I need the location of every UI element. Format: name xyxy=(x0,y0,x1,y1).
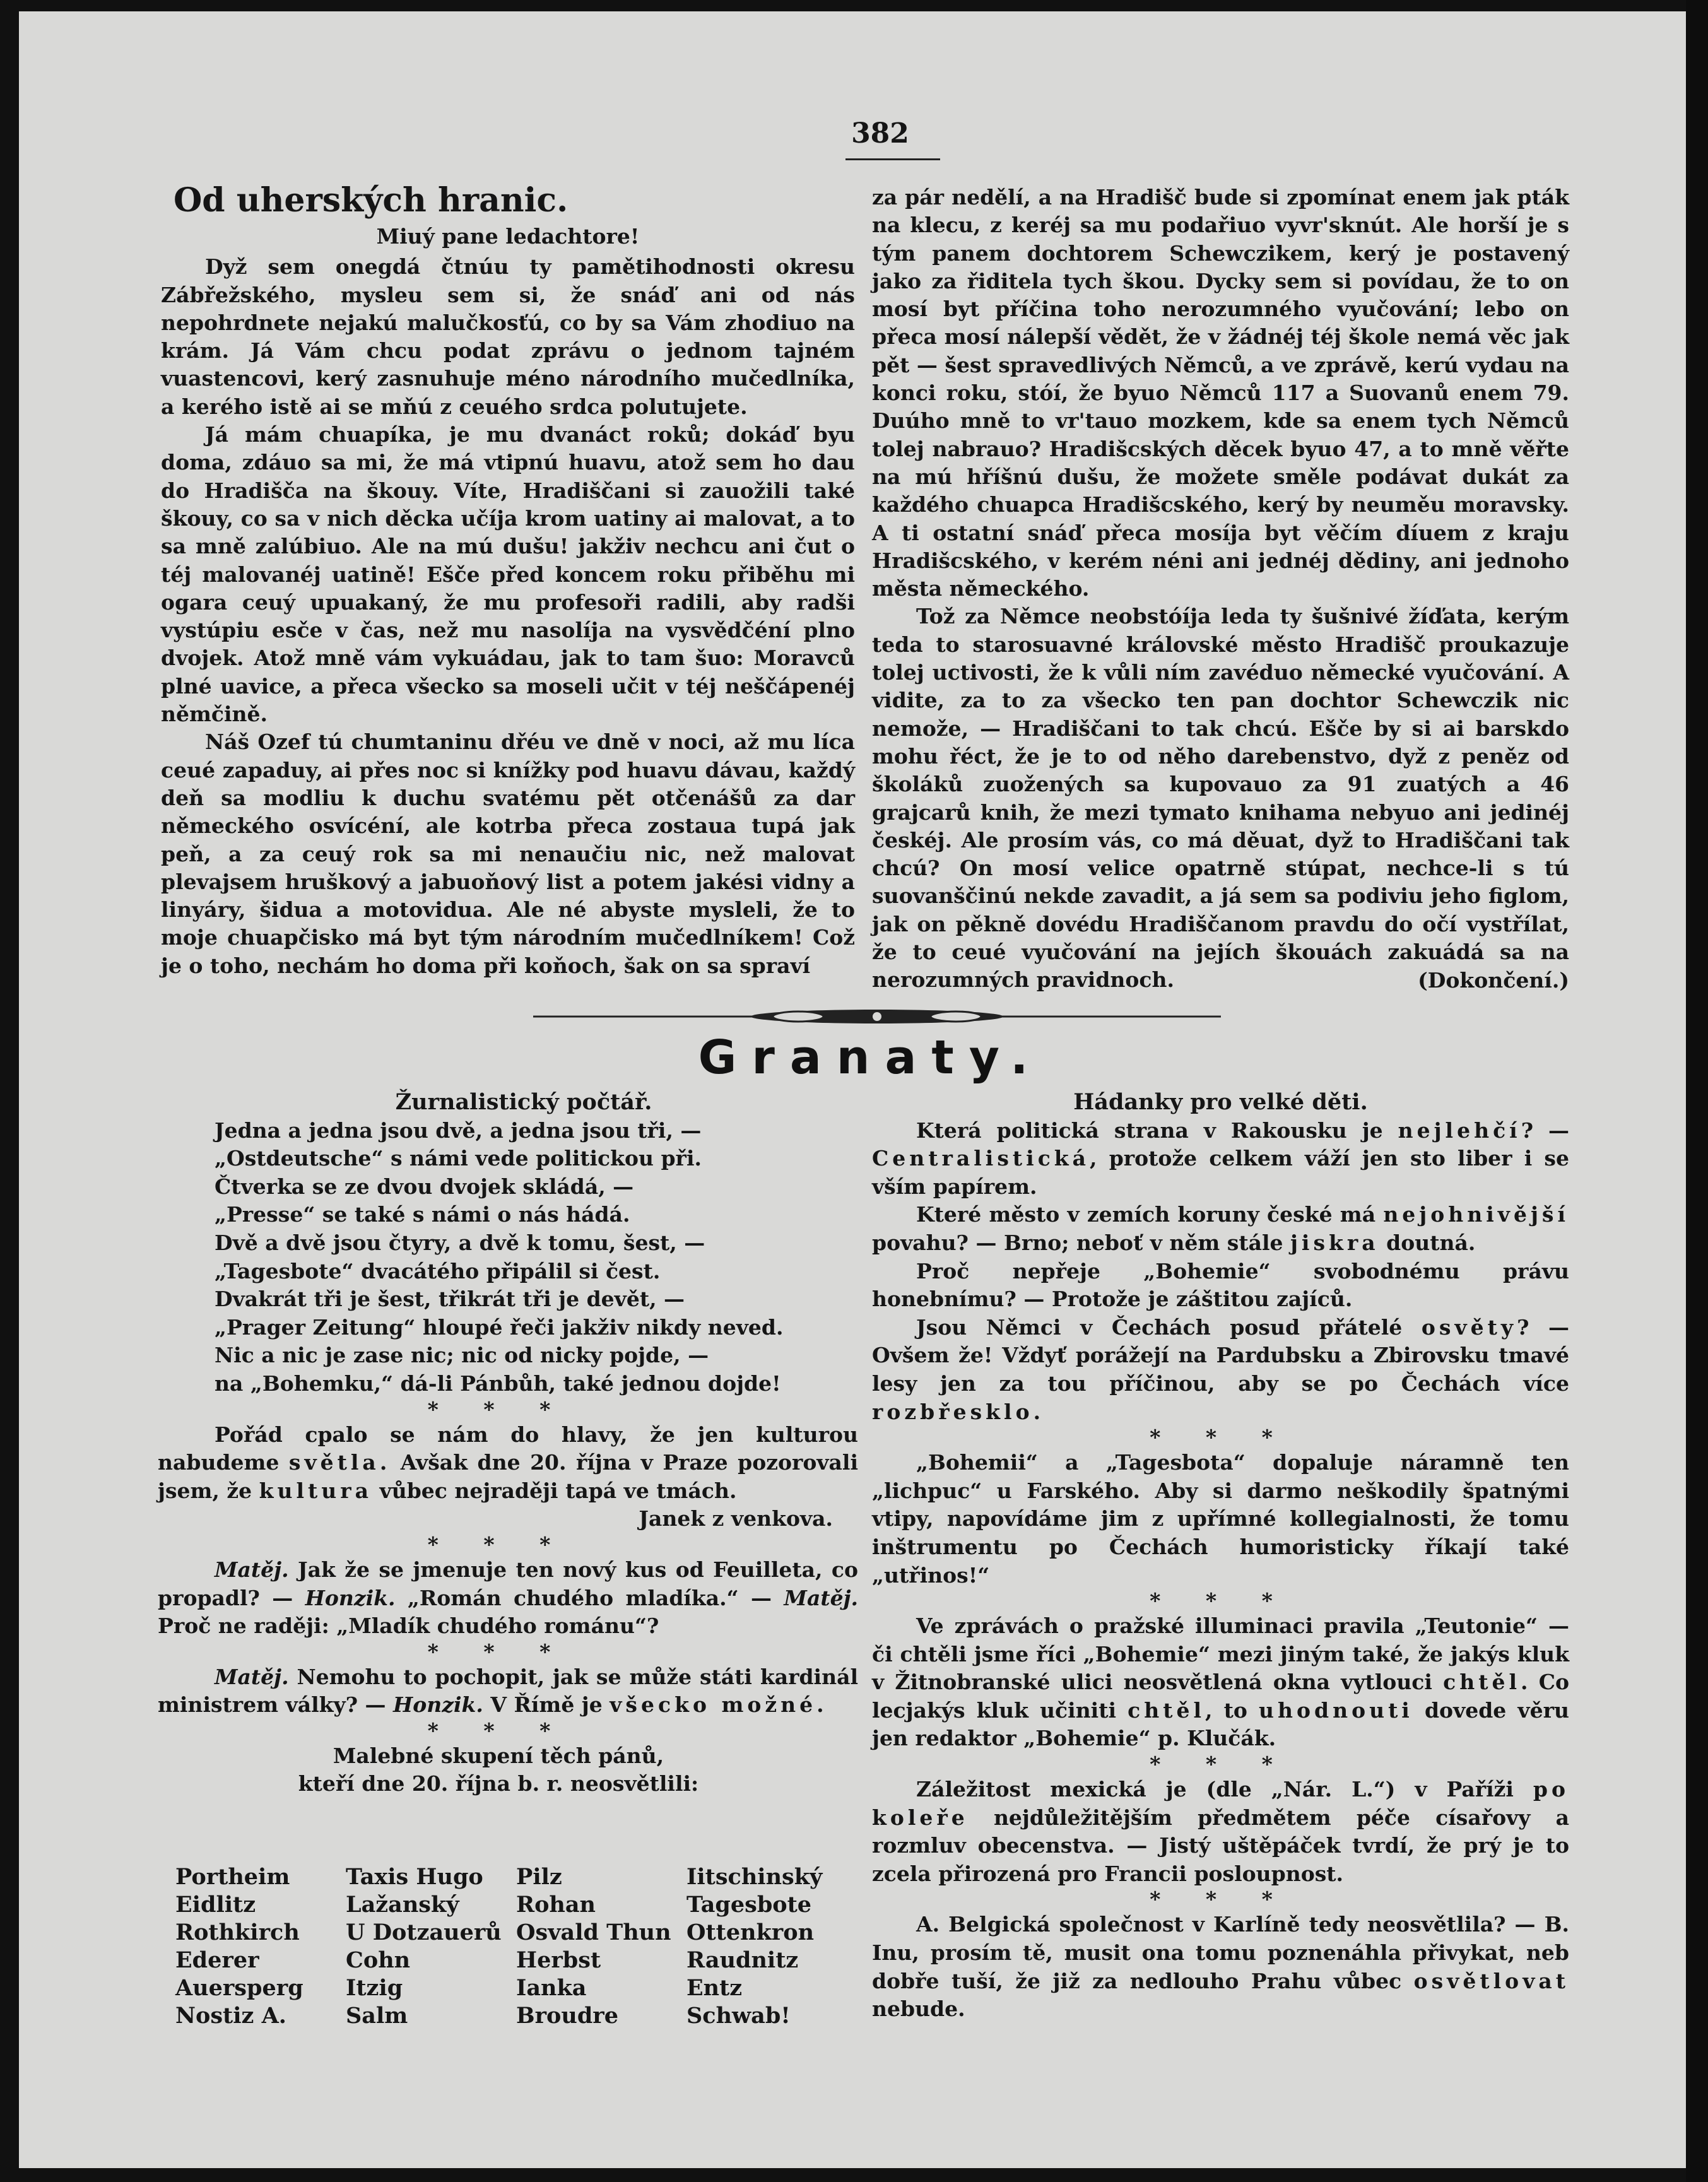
article-paragraph: Náš Ozef tú chumtaninu dřéu ve dně v noci, až mu líca ceué zapaduy, ai přes noc si knížky pod huavu dávau, každý deň sa modliu k duchu svatému pět otčenášů za dar německého osvícéní, ale kotrba přeca zostaua tupá jak peň, a za ceuý rok sa mi nenaučiu nic, než malovat plevajsem hruškový a jabuoňový list a potem jakési vidny a linyáry, šidua a motovidua. Ale né abyste mysleli, že to moje chuapčisko má byt tým národním mučedlníkem! Což je o toho, nechám ho doma při koňoch, šak on sa spraví xyxy=(161,729,855,978)
stars-separator: * * * xyxy=(1150,1588,1292,1613)
hadanky-paragraph xyxy=(872,1117,1569,1201)
article-left-column xyxy=(161,179,855,980)
zurnal-title: Žurnalistický počtář. xyxy=(395,1089,652,1115)
text-run: . xyxy=(1033,1399,1041,1424)
stars-separator: * * * xyxy=(1150,1425,1292,1450)
text-run: nejdůležitějším předmětem péče císařovy a rozmluv obecenstva. — Jistý uštěpáček tvrdí, že prý je to zcela přirozená pro Francii posloupnost. xyxy=(872,1805,1569,1886)
names-column xyxy=(175,1863,303,2030)
article-right-column xyxy=(872,184,1569,994)
text-run: V Římě je xyxy=(483,1692,610,1718)
speaker-name: Matěj. xyxy=(215,1664,289,1689)
name-cell: Rohan xyxy=(516,1892,596,1918)
table-subtitle: kteří dne 20. října b. r. neosvětlili: xyxy=(298,1771,699,1796)
spaced-text: všecko možné. xyxy=(610,1692,828,1718)
article-title: Od uherských hranic. xyxy=(174,181,568,220)
name-cell: Eidlitz xyxy=(175,1892,256,1918)
speaker-name: Matěj. xyxy=(784,1585,859,1610)
zurnal-column xyxy=(158,1088,859,1798)
text-run: Pořád cpalo se nám do hlavy, že jen kulturou nabudeme xyxy=(158,1422,858,1475)
hadanky-title: Hádanky pro velké děti. xyxy=(1073,1089,1368,1115)
name-cell: Lažanský xyxy=(346,1892,459,1918)
name-cell: Portheim xyxy=(175,1864,290,1890)
article-paragraph: za pár nedělí, a na Hradišč bude si zpomínat enem jak pták na klecu, z keréj sa mu podařiuo vyvr'sknút. Ale horší je s tým panem dochtorem Schewczikem, kerý je postavený jako za řiditela tych škou. Dycky sem si povídau, že to on mosí byt příčina toho nerozumného vyučování; lebo on přeca mosí nálepší vědět, že v žádnéj téj škole nemá věc jak pět — šest spravedlivých Němců, a ve zprávě, kerú vydau na konci roku, stóí, že byuo Němců 117 a Suovanů enem 79. Duúho mně to vr'tauo mozkem, kde sa enem tych Němců tolej nabrauo? Hradišcských děcek byuo 47, a to mně věřte na mú hříšnú dušu, že možete směle podávat dukát za každého chuapca Hradišcského, kerý by neuměu moravsky. A ti ostatní snáď přeca mosíja byt věčím díuem z kraju Hradišcského, v kerém néni ani jednéj dědiny, ani jednoho města německého. xyxy=(872,185,1569,601)
name-cell: Nostiz A. xyxy=(175,2003,286,2029)
article-paragraph: Dyž sem onegdá čtnúu ty pamětihodnosti okresu Zábřežského, mysleu sem si, že snáď ani od nás nepohrdnete nejakú malučkosťú, co by sa Vám zhodiuo na krám. Já Vám chcu podat zprávu o jednom tajném vuastencovi, kerý zasnuhuje méno národního mučedlníka, a kerého istě ai se mňú z ceuého srdca polutujete. xyxy=(161,254,855,419)
spaced-text: osvětlovat xyxy=(1413,1968,1569,1993)
dialog-paragraph xyxy=(158,1663,858,1719)
hadanky-column xyxy=(872,1088,1569,2024)
name-cell: Ederer xyxy=(175,1947,259,1973)
speaker-name: Matěj. xyxy=(215,1557,289,1582)
text-run: dovede věru jen redaktor „Bohemie“ p. Klučák. xyxy=(872,1697,1569,1751)
page-number: 382 xyxy=(851,117,909,150)
hadanky-paragraph xyxy=(872,1201,1569,1257)
text-run: doutná. xyxy=(1379,1230,1476,1255)
spaced-text: Centralistická xyxy=(872,1146,1090,1171)
name-cell: Pilz xyxy=(516,1864,562,1890)
page-number-rule xyxy=(845,158,940,160)
text-run: A. Belgická společnost v Karlíně tedy neosvětlila? — B. Inu, prosím tě, musit ona tomu poznenáhla přivykat, neb dobře tuší, že již za nedlouho Prahu vůbec xyxy=(872,1912,1569,1993)
zurnal-paragraph xyxy=(158,1421,858,1506)
name-cell: Itzig xyxy=(346,1975,403,2001)
name-cell: Iitschinský xyxy=(686,1864,823,1890)
section-title: Granaty. xyxy=(698,1030,1044,1085)
spaced-text: uhodnouti xyxy=(1259,1697,1413,1723)
spaced-text: po koleře xyxy=(872,1777,1569,1830)
name-cell: Raudnitz xyxy=(686,1947,799,1973)
text-run: Záležitost mexická je (dle „Nár. L.“) v Paříži xyxy=(916,1777,1533,1802)
stars-separator: * * * xyxy=(427,1396,570,1422)
ornament-divider xyxy=(533,1007,1221,1026)
text-run: Jsou Němci v Čechách posud přátelé xyxy=(916,1314,1422,1340)
name-cell: Ianka xyxy=(516,1975,587,2001)
spaced-text: chtěl xyxy=(1443,1670,1521,1695)
verse-line: „Tagesbote“ dvacátého připálil si čest. xyxy=(215,1258,661,1283)
text-run: . Co lecjakýs kluk učiniti xyxy=(872,1670,1569,1723)
hadanky-paragraph: „Bohemii“ a „Tagesbota“ dopaluje náramně ten „lichpuc“ u Farského. Aby si darmo neškodily špatnými vtipy, napovídáme jim z upřímné kollegialnosti, že tomu inštrumentu po Čechách humoristicky říkají také „utřinos!“ xyxy=(872,1450,1569,1588)
stars-separator: * * * xyxy=(427,1718,570,1743)
verse-line: Dvě a dvě jsou čtyry, a dvě k tomu, šest, — xyxy=(215,1230,705,1255)
text-run: vůbec nejraději tapá ve tmách. xyxy=(372,1478,737,1503)
name-cell: Broudre xyxy=(516,2003,618,2029)
text-run: , protože celkem váží jen sto liber i se vším papírem. xyxy=(872,1146,1569,1199)
stars-separator: * * * xyxy=(427,1639,570,1664)
names-column xyxy=(516,1863,671,2030)
names-column xyxy=(346,1863,502,2030)
text-run: Která politická strana v Rakousku je xyxy=(916,1118,1398,1143)
spaced-text: nejohnivější xyxy=(1383,1202,1569,1227)
text-run: nebude. xyxy=(872,1996,965,2022)
spaced-text: kultura xyxy=(259,1478,373,1503)
verse-line: Čtverka se ze dvou dvojek skládá, — xyxy=(215,1174,634,1199)
spaced-text: světla. xyxy=(288,1450,391,1475)
hadanky-paragraph: Proč nepřeje „Bohemie“ svobodnému právu honebnímu? — Protože je záštitou zajíců. xyxy=(872,1258,1569,1312)
hadanky-paragraph xyxy=(872,1911,1569,2023)
name-cell: Auersperg xyxy=(175,1975,303,2001)
text-run: ? — Ovšem že! Vždyť porážejí na Pardubsku a Zbirovsku tmavé lesy jen za tou příčinou, aby se po Čechách více xyxy=(872,1314,1570,1396)
name-cell: Entz xyxy=(686,1975,743,2001)
article-paragraph: Já mám chuapíka, je mu dvanáct roků; dokáď byu doma, zdáuo sa mi, že má vtipnú huavu, atož sem ho dau do Hradišča na škouy. Víte, Hradiščani si zauožili také škouy, co sa v nich děcka učíja krom uatiny ai malovat, a to sa mně zalúbiuo. Ale na mú dušu! jakživ nechcu ani čut o téj malovanéj uatině! Ešče před koncem roku přiběhu mi ogara ceuý upuakaný, že mu profesoři radili, aby radši vystúpiu esče v čas, než mu nasolíja na vysvědčéní plno dvojek. Atož mně vám vykuádau, jak to tam šuo: Moravců plné uavice, a přeca všecko sa moseli učit v téj neščápenéj němčině. xyxy=(161,422,855,727)
text-run: Ve zprávách o pražské illuminaci pravila „Teutonie“ — či chtěli jsme říci „Bohemie“ mezi jiným také, že jakýs kluk v Žitnobranské ulici neosvětlená okna vytlouci xyxy=(872,1613,1569,1695)
text-run: Které město v zemích koruny české má xyxy=(916,1202,1384,1227)
verse-line: „Prager Zeitung“ hloupé řeči jakživ nikdy neved. xyxy=(215,1314,784,1340)
zurnal-signature: Janek z venkova. xyxy=(639,1506,833,1531)
verse-line: Jedna a jedna jsou dvě, a jedna jsou tři, — xyxy=(215,1118,702,1143)
dialog-paragraph xyxy=(158,1556,858,1641)
spaced-text: osvěty xyxy=(1421,1314,1517,1340)
hadanky-paragraph xyxy=(872,1612,1569,1753)
newspaper-page xyxy=(19,11,1697,2168)
text-run: „Román chudého mladíka.“ — xyxy=(395,1585,784,1610)
name-cell: Rothkirch xyxy=(175,1920,300,1945)
text-run: Nemohu to pochopit, jak se může státi kardinál ministrem války? — xyxy=(158,1664,858,1718)
article-signoff: (Dokončení.) xyxy=(1418,967,1569,993)
article-greeting: Miuý pane ledachtore! xyxy=(376,224,640,249)
text-run: Jak že se jmenuje ten nový kus od Feuilleta, co propadl? — xyxy=(158,1557,858,1610)
name-cell: U Dotzauerů xyxy=(346,1920,502,1945)
scan-edge xyxy=(1686,0,1708,2182)
text-run: Avšak dne 20. října v Praze pozorovali jsem, že xyxy=(158,1450,858,1503)
verse-line: Nic a nic je zase nic; nic od nicky pojde, — xyxy=(215,1343,709,1368)
text-run: ? — xyxy=(1521,1118,1570,1143)
spaced-text: chtěl xyxy=(1128,1697,1205,1723)
verse-line: „Presse“ se také s námi o nás hádá. xyxy=(215,1202,630,1227)
spaced-text: rozbřesklo xyxy=(872,1399,1034,1424)
name-cell: Osvald Thun xyxy=(516,1920,671,1945)
name-cell: Salm xyxy=(346,2003,408,2029)
speaker-name: Honzik. xyxy=(393,1692,483,1718)
text-run: , to xyxy=(1205,1697,1259,1723)
spaced-text: jiskra xyxy=(1290,1230,1379,1255)
stars-separator: * * * xyxy=(1150,1752,1292,1777)
verse-line: Dvakrát tři je šest, třikrát tři je devět, — xyxy=(215,1287,685,1312)
table-title: Malebné skupení těch pánů, xyxy=(333,1743,664,1768)
names-column xyxy=(686,1863,822,2030)
name-cell: Taxis Hugo xyxy=(346,1864,483,1890)
hadanky-paragraph xyxy=(872,1776,1569,1888)
verse-line: na „Bohemku,“ dá-li Pánbůh, také jednou dojde! xyxy=(215,1371,781,1396)
name-cell: Herbst xyxy=(516,1947,601,1973)
spaced-text: nejlehčí xyxy=(1398,1118,1521,1143)
text-run: povahu? — Brno; neboť v něm stále xyxy=(872,1230,1290,1255)
hadanky-paragraph xyxy=(872,1314,1569,1426)
article-paragraph: Tož za Němce neobstóíja leda ty šušnivé žíďata, kerým teda to starosuavné královské město Hradišč proukazuje tolej uctivosti, že k vůli ním zavéduo německé vyučování. A vidite, za to za všecko ten pan dochtor Schewczik nic nemože, — Hradiščani to tak chcú. Ešče by si ai barskdo mohu řéct, že je to od něho darebenstvo, dyž z peněz od školáků zuožených sa kupovauo za 91 zuatých a 46 grajcarů knih, že mezi tymato knihama nebyuo ani jedinéj českéj. Ale prosím vás, co má děuat, dyž to Hradiščani tak chcú? On mosí velice opatrně stúpat, nechce-li s tú suovanščinú nekde zavadit, a já sem sa podiviu jeho figlom, jak on pěkně dovédu Hradiščanom pravdu do očí vystřílat, že to ceué vyučování na jejích škouách zakuádá sa na nerozumných pravidnoch. xyxy=(872,604,1569,993)
stars-separator: * * * xyxy=(427,1531,570,1557)
text-run: Proč ne raději: „Mladík chudého románu“? xyxy=(158,1613,659,1639)
speaker-name: Honzik. xyxy=(305,1585,396,1610)
name-cell: Tagesbote xyxy=(686,1892,812,1918)
name-cell: Ottenkron xyxy=(686,1920,815,1945)
stars-separator: * * * xyxy=(1150,1887,1292,1912)
name-cell: Cohn xyxy=(346,1947,411,1973)
verse-line: „Ostdeutsche“ s námi vede politickou při. xyxy=(215,1146,702,1171)
name-cell: Schwab! xyxy=(686,2003,791,2029)
